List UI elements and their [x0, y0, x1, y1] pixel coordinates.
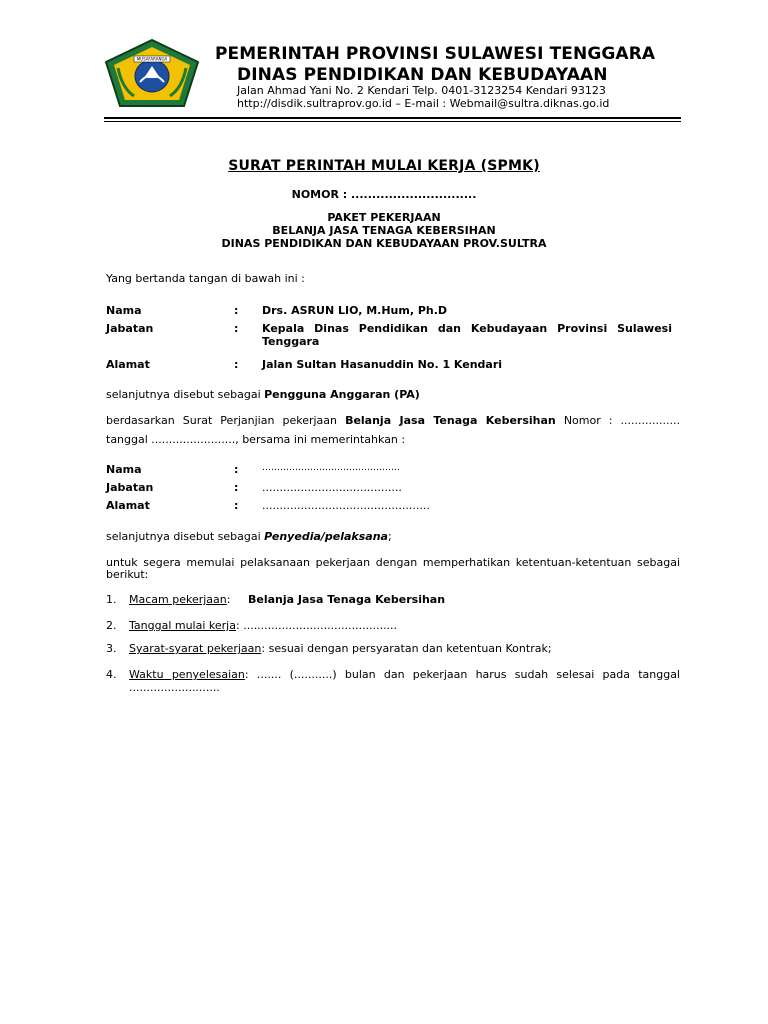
pihak1-alamat-value: Jalan Sultan Hasanuddin No. 1 Kendari: [262, 358, 503, 371]
list-item-content: [129, 668, 680, 681]
list-item-colon: :: [226, 593, 231, 606]
penyedia-role: Penyedia/pelaksana: [264, 530, 388, 543]
pihak1-nama-value: Drs. ASRUN LIO, M.Hum, Ph.D: [262, 304, 448, 317]
list-item: [106, 593, 117, 606]
berdasarkan-paket-name: Belanja Jasa Tenaga Kebersihan: [345, 414, 556, 427]
berdasarkan-line2: tanggal ........................, bersama ini memerintahkan :: [106, 433, 406, 446]
pihak2-alamat-value: ................................................: [262, 499, 430, 512]
intro-text: Yang bertanda tangan di bawah ini :: [106, 272, 305, 285]
untuk-segera-line2: berikut:: [106, 568, 149, 581]
pengguna-anggaran-role: Pengguna Anggaran (PA): [264, 388, 420, 401]
pihak1-nama-label: Nama: [106, 304, 142, 317]
list-item-value: ............................................: [239, 619, 398, 632]
list-item-value: sesuai dengan persyaratan dan ketentuan Kontrak;: [265, 642, 552, 655]
list-item-label: Waktu penyelesaian: [129, 668, 245, 681]
list-item: [106, 619, 117, 632]
pihak1-jabatan-label: Jabatan: [106, 322, 154, 335]
paket-name: BELANJA JASA TENAGA KEBERSIHAN: [272, 224, 496, 237]
pihak2-alamat-label: Alamat: [106, 499, 150, 512]
pihak1-alamat-colon: :: [234, 358, 239, 371]
pengguna-anggaran-statement: [106, 388, 420, 401]
list-item-content: [129, 593, 230, 606]
list-item: [106, 642, 117, 655]
letterhead-divider-thick: [104, 117, 681, 119]
provincial-emblem-logo: [104, 38, 200, 110]
list-item-content: [129, 619, 397, 632]
list-item: [106, 668, 117, 681]
list-item-label: Macam pekerjaan: [129, 593, 227, 606]
list-item-value: ....... (...........) bulan dan pekerjaan harus sudah selesai pada tanggal: [248, 668, 680, 681]
list-item-colon: :: [261, 642, 266, 655]
pihak1-jabatan-value-line1: Kepala Dinas Pendidikan dan Kebudayaan Provinsi Sulawesi: [262, 322, 672, 335]
pihak2-jabatan-value: ........................................: [262, 481, 402, 494]
letterhead-government-name: PEMERINTAH PROVINSI SULAWESI TENGGARA: [215, 44, 656, 64]
penyedia-suffix: ;: [387, 530, 392, 543]
list-item-number: 3.: [106, 642, 117, 655]
letterhead-contact: http://disdik.sultraprov.go.id – E-mail : Webmail@sultra.diknas.go.id: [237, 97, 610, 110]
list-item-number: 2.: [106, 619, 117, 632]
list-item-content: [129, 642, 552, 655]
pihak2-nama-colon: :: [234, 463, 239, 476]
pihak2-alamat-colon: :: [234, 499, 239, 512]
letterhead-office-name: DINAS PENDIDIKAN DAN KEBUDAYAAN: [237, 65, 608, 85]
list-item-colon: :: [235, 619, 240, 632]
list-item-value-continuation: ..........................: [129, 681, 220, 694]
berdasarkan-line1: [106, 414, 680, 427]
letterhead-address: Jalan Ahmad Yani No. 2 Kendari Telp. 0401-3123254 Kendari 93123: [237, 84, 606, 97]
list-item-number: 4.: [106, 668, 117, 681]
document-number: NOMOR : ..............................: [291, 188, 477, 201]
list-item-value: Belanja Jasa Tenaga Kebersihan: [248, 593, 446, 606]
penyedia-prefix: selanjutnya disebut sebagai: [106, 530, 265, 543]
paket-heading: PAKET PEKERJAAN: [327, 211, 441, 224]
pengguna-anggaran-prefix: selanjutnya disebut sebagai: [106, 388, 265, 401]
letterhead-divider-thin: [104, 121, 681, 122]
pihak1-alamat-label: Alamat: [106, 358, 150, 371]
pihak1-jabatan-value-line2: Tenggara: [262, 335, 320, 348]
berdasarkan-text: berdasarkan Surat Perjanjian pekerjaan: [106, 414, 346, 427]
penyedia-statement: [106, 530, 392, 543]
pihak2-jabatan-label: Jabatan: [106, 481, 154, 494]
list-item-label: Syarat-syarat pekerjaan: [129, 642, 262, 655]
untuk-segera-line1: untuk segera memulai pelaksanaan pekerjaan dengan memperhatikan ketentuan-ketentuan sebagai: [106, 556, 680, 569]
pihak2-nama-label: Nama: [106, 463, 142, 476]
paket-office: DINAS PENDIDIKAN DAN KEBUDAYAAN PROV.SULTRA: [221, 237, 547, 250]
pihak1-jabatan-colon: :: [234, 322, 239, 335]
svg-text:MUSAFARANGA: MUSAFARANGA: [136, 56, 168, 62]
pihak2-jabatan-colon: :: [234, 481, 239, 494]
document-title: SURAT PERINTAH MULAI KERJA (SPMK): [228, 158, 540, 174]
pihak1-nama-colon: :: [234, 304, 239, 317]
pihak2-nama-value: ……………………………………….: [262, 463, 400, 473]
berdasarkan-nomor: Nomor : .................: [555, 414, 680, 427]
list-item-colon: :: [244, 668, 249, 681]
list-item-label: Tanggal mulai kerja: [129, 619, 236, 632]
list-item-number: 1.: [106, 593, 117, 606]
